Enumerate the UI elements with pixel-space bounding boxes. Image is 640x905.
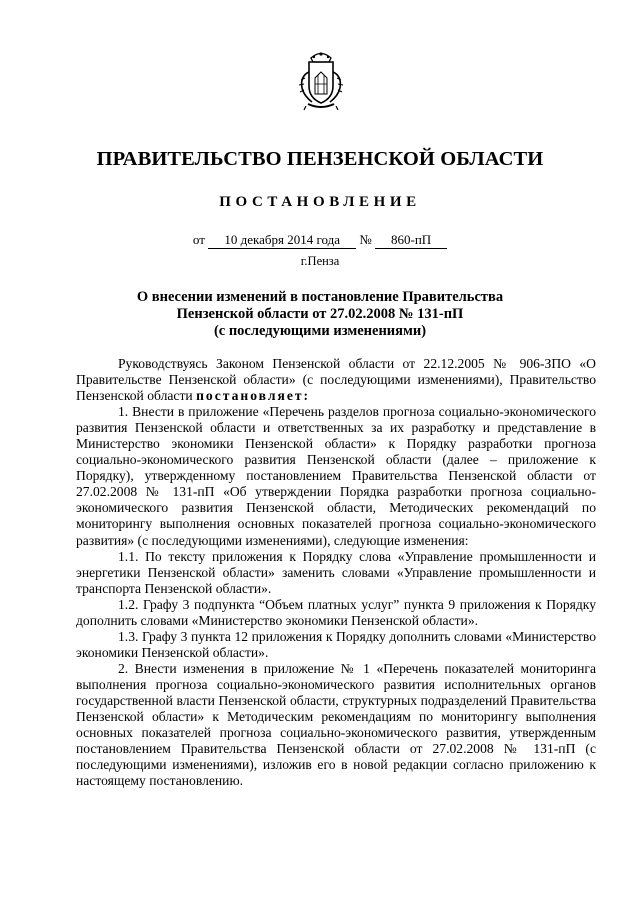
organization-title: ПРАВИТЕЛЬСТВО ПЕНЗЕНСКОЙ ОБЛАСТИ bbox=[96, 148, 544, 170]
document-date: 10 декабря 2014 года bbox=[208, 233, 356, 249]
city: г.Пенза bbox=[300, 254, 340, 268]
subject-line: (с последующими изменениями) bbox=[213, 323, 427, 339]
paragraph-1-1: 1.1. По тексту приложения к Порядку слова «Управление промышленности и энергетики Пензенской области» заменить словами «Управление промышленности и транспорта Пензенской области». bbox=[76, 548, 596, 596]
date-prefix: от bbox=[192, 232, 205, 247]
decrees-word: постановляет: bbox=[196, 388, 311, 404]
paragraph-2: 2. Внести изменения в приложение № 1 «Перечень показателей мониторинга выполнения прогноза социально-экономического развития исполнительных органов государственной власти Пензенской области, структурных подразделений Правительства Пензенской области» к Методическим рекомендациям по мониторингу выполнения основных показателей прогноза социально-экономического развития, утвержденным постановлением Правительства Пензенской области от 27.02.2008 № 131-пП (с последующими изменениями), изложив его в новой редакции согласно приложению к настоящему постановлению. bbox=[76, 660, 596, 789]
intro-paragraph bbox=[76, 356, 596, 404]
subject-line: О внесении изменений в постановление Правительства bbox=[136, 289, 504, 305]
date-number-line bbox=[0, 232, 640, 249]
paragraph-1: 1. Внести в приложение «Перечень разделов прогноза социально-экономического развития Пензенской области и ответственных за их разработку и представление в Министерство экономики Пензенской области» к Порядку разработки прогноза социально-экономического развития Пензенской области (далее – приложение к Порядку), утвержденному постановлением Правительства Пензенской области от 27.02.2008 № 131-пП «Об утверждении Порядка разработки прогноза социально-экономического развития Пензенской области, Методических рекомендаций по мониторингу выполнения основных показателей прогноза социально-экономического развития» (с последующими изменениями), следующие изменения: bbox=[76, 404, 596, 548]
paragraph-1-2: 1.2. Графу 3 подпункта “Объем платных услуг” пункта 9 приложения к Порядку дополнить словами «Министерство экономики Пензенской области». bbox=[76, 596, 596, 628]
document-type: ПОСТАНОВЛЕНИЕ bbox=[219, 194, 421, 210]
document-body bbox=[76, 356, 596, 789]
coat-of-arms-icon bbox=[296, 50, 346, 112]
paragraph-1-3: 1.3. Графу 3 пункта 12 приложения к Порядку дополнить словами «Министерство экономики Пензенской области». bbox=[76, 628, 596, 660]
document-subject bbox=[0, 289, 640, 340]
subject-line: Пензенской области от 27.02.2008 № 131-пП bbox=[176, 306, 464, 322]
document-number: 860-пП bbox=[375, 233, 447, 249]
intro-text: Руководствуясь Законом Пензенской области от 22.12.2005 № 906-ЗПО «О Правительстве Пензенской области» (с последующими изменениями), Правительство Пензенской области bbox=[76, 356, 596, 404]
number-prefix: № bbox=[359, 232, 372, 247]
